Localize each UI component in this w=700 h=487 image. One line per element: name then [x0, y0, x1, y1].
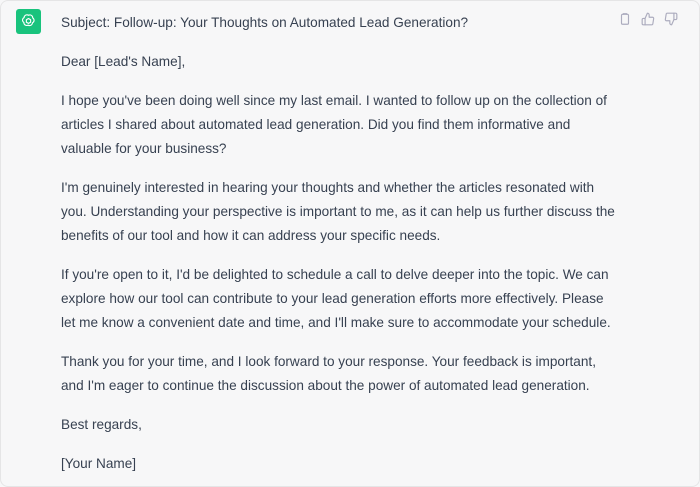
assistant-message: [61, 11, 621, 476]
thumbs-up-icon: [641, 12, 655, 26]
email-subject: Subject: Follow-up: Your Thoughts on Automated Lead Generation?: [61, 15, 469, 30]
copy-button[interactable]: [617, 11, 633, 27]
email-closing: Best regards,: [61, 417, 142, 432]
thumbs-up-button[interactable]: [640, 11, 656, 27]
message-actions: [617, 11, 679, 27]
email-paragraph-4: Thank you for your time, and I look forward to your response. Your feedback is important, and I'm eager to continue the discussion about the power of automated lead generation.: [61, 354, 596, 393]
email-signature: [Your Name]: [61, 456, 137, 471]
openai-logo-icon: [20, 13, 37, 30]
email-greeting: Dear [Lead's Name],: [61, 54, 186, 69]
email-paragraph-2: I'm genuinely interested in hearing your thoughts and whether the articles resonated with you. Understanding your perspective is important to me, as it can help us further discuss the benefits of our tool and how it can address your specific needs.: [61, 180, 615, 243]
thumbs-down-button[interactable]: [663, 11, 679, 27]
assistant-avatar: [16, 9, 41, 34]
clipboard-icon: [618, 12, 632, 26]
email-paragraph-1: I hope you've been doing well since my last email. I wanted to follow up on the collection of articles I shared about automated lead generation. Did you find them informative and valuable for your business?: [61, 93, 607, 156]
email-paragraph-3: If you're open to it, I'd be delighted to schedule a call to delve deeper into the topic. We can explore how our tool can contribute to your lead generation efforts more effectively. Please let me know a convenient date and time, and I'll make sure to accommodate your schedule.: [61, 267, 611, 330]
thumbs-down-icon: [664, 12, 678, 26]
